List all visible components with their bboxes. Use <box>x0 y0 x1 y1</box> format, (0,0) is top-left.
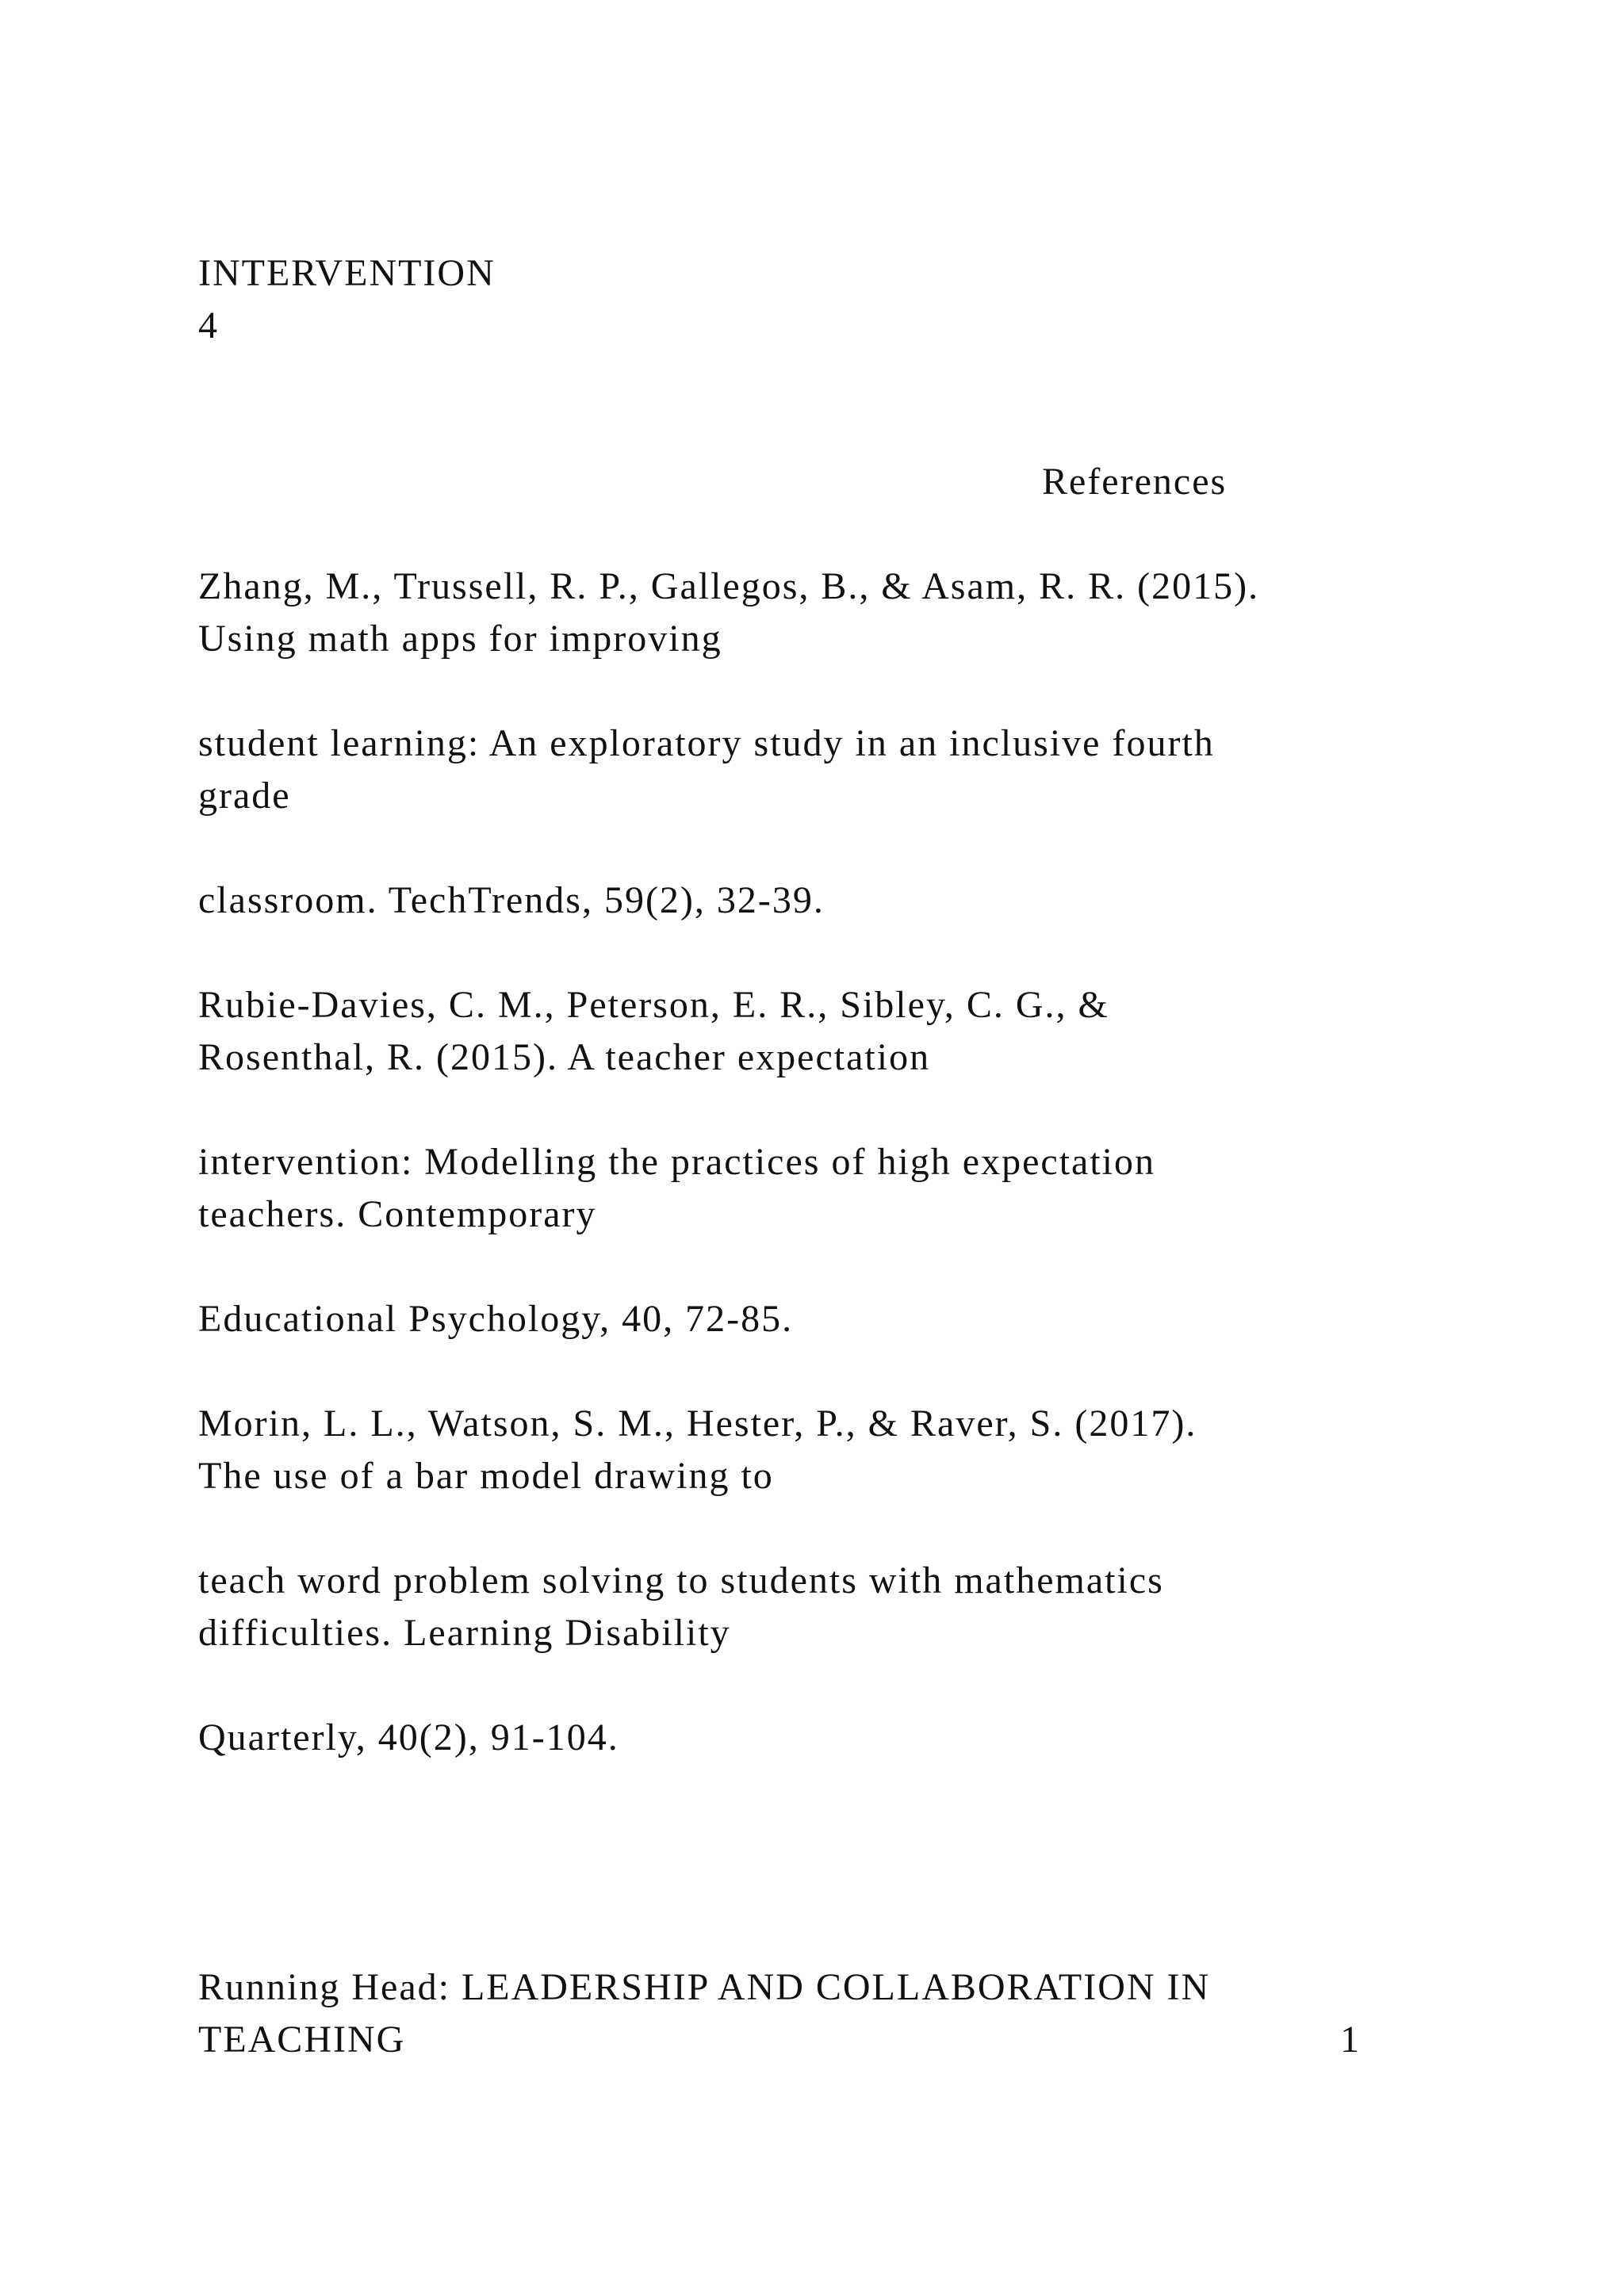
reference-line: intervention: Modelling the practices of high expectation <box>198 1141 1156 1183</box>
reference-line: Rosenthal, R. (2015). A teacher expectation <box>198 1036 931 1078</box>
reference-line: Morin, L. L., Watson, S. M., Hester, P., & Raver, S. (2017). <box>198 1402 1197 1445</box>
reference-line: Zhang, M., Trussell, R. P., Gallegos, B., & Asam, R. R. (2015). <box>198 565 1260 607</box>
page-number: 4 <box>198 304 219 346</box>
reference-line: The use of a bar model drawing to <box>198 1455 774 1497</box>
reference-line: Quarterly, 40(2), 91-104. <box>198 1716 619 1758</box>
reference-line: Using math apps for improving <box>198 618 722 660</box>
reference-line: difficulties. Learning Disability <box>198 1612 731 1654</box>
next-page-running-head: Running Head: LEADERSHIP AND COLLABORATION IN <box>198 1966 1211 2008</box>
next-page-number: 1 <box>1340 2019 1359 2061</box>
reference-line: student learning: An exploratory study in an inclusive fourth <box>198 722 1215 764</box>
next-page-running-head-continued: TEACHING <box>198 2019 406 2061</box>
reference-line: Rubie-Davies, C. M., Peterson, E. R., Sibley, C. G., & <box>198 984 1109 1026</box>
reference-line: Educational Psychology, 40, 72-85. <box>198 1298 794 1340</box>
reference-line: teachers. Contemporary <box>198 1193 597 1235</box>
reference-line: classroom. TechTrends, 59(2), 32-39. <box>198 879 825 921</box>
reference-line: teach word problem solving to students with mathematics <box>198 1559 1164 1601</box>
references-heading: References <box>1042 461 1228 503</box>
reference-line: grade <box>198 775 291 817</box>
running-head: INTERVENTION <box>198 252 496 294</box>
